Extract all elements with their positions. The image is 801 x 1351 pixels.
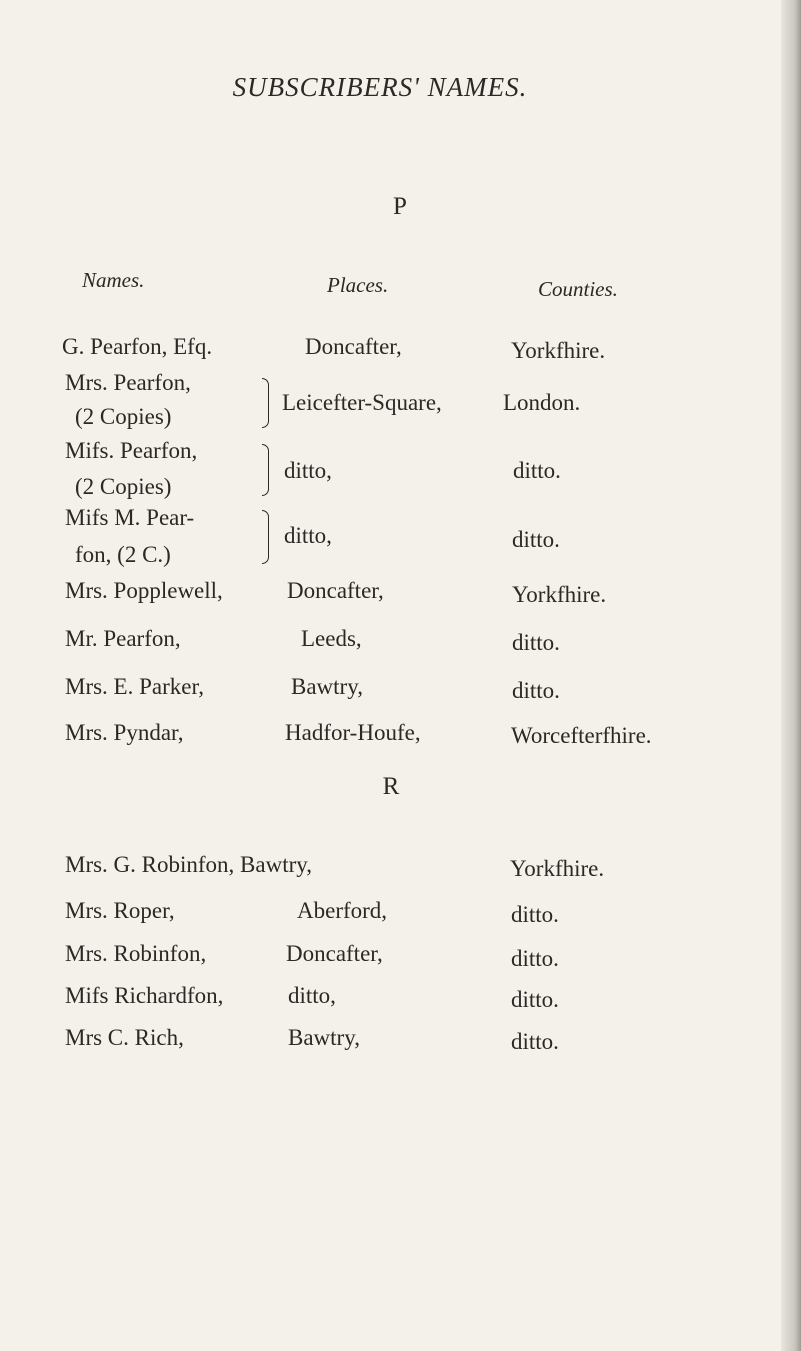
column-head-names: Names.: [82, 268, 145, 292]
entry-place: Bawtry,: [288, 1025, 360, 1050]
entry-name: Mr. Pearfon,: [65, 626, 181, 651]
entry-place: Leicefter-Square,: [282, 390, 442, 415]
entry-name-line2: (2 Copies): [75, 404, 172, 429]
entry-place: Bawtry,: [291, 674, 363, 699]
entry-place: Hadfor-Houfe,: [285, 720, 421, 745]
entry-county: Worcefterfhire.: [511, 723, 652, 748]
entry-county: Yorkfhire.: [512, 582, 607, 607]
brace: [262, 444, 269, 496]
entry-name: Mifs Richardfon,: [65, 983, 224, 1008]
entry-name: Mrs. Robinfon,: [65, 941, 207, 966]
entry-place: Aberford,: [297, 898, 388, 923]
entry-name: Mrs. E. Parker,: [65, 674, 204, 699]
entry-county: ditto.: [511, 902, 559, 927]
entry-place: ditto,: [288, 983, 336, 1008]
entry-name-line1: Mifs M. Pear-: [65, 505, 195, 530]
brace: [262, 378, 269, 428]
entry-name-line2: fon, (2 C.): [75, 542, 171, 567]
entry-place: Doncafter,: [287, 578, 384, 603]
entry-county: ditto.: [511, 987, 559, 1012]
entry-name-line1: Mifs. Pearfon,: [65, 438, 198, 463]
entry-place: ditto,: [284, 523, 332, 548]
entry-place: Leeds,: [301, 626, 362, 651]
entry-county: London.: [503, 390, 581, 415]
entry-name-line2: (2 Copies): [75, 474, 172, 499]
entry-county: ditto.: [511, 946, 559, 971]
entry-name-line1: Mrs. Pearfon,: [65, 370, 191, 395]
entry-name: Mrs. Roper,: [65, 898, 175, 923]
entry-place: Doncafter,: [286, 941, 383, 966]
column-head-counties: Counties.: [538, 277, 618, 301]
brace: [262, 510, 269, 564]
entry-name: Mrs. Popplewell,: [65, 578, 223, 603]
entry-name-place: Mrs. G. Robinfon, Bawtry,: [65, 852, 313, 877]
entry-name: Mrs C. Rich,: [65, 1025, 184, 1050]
entry-county: ditto.: [512, 678, 560, 703]
entry-name: G. Pearfon, Efq.: [62, 334, 213, 359]
section-letter-p: P: [393, 193, 407, 220]
entry-county: ditto.: [512, 527, 560, 552]
entry-place: Doncafter,: [305, 334, 402, 359]
entry-county: ditto.: [512, 630, 560, 655]
running-head: SUBSCRIBERS' NAMES.: [232, 72, 528, 102]
entry-county: Yorkfhire.: [511, 338, 606, 363]
entry-county: ditto.: [513, 458, 561, 483]
entry-place: ditto,: [284, 458, 332, 483]
entry-name: Mrs. Pyndar,: [65, 720, 184, 745]
entry-county: ditto.: [511, 1029, 559, 1054]
column-head-places: Places.: [327, 273, 389, 297]
section-letter-r: R: [382, 773, 400, 800]
entry-county: Yorkfhire.: [510, 856, 605, 881]
